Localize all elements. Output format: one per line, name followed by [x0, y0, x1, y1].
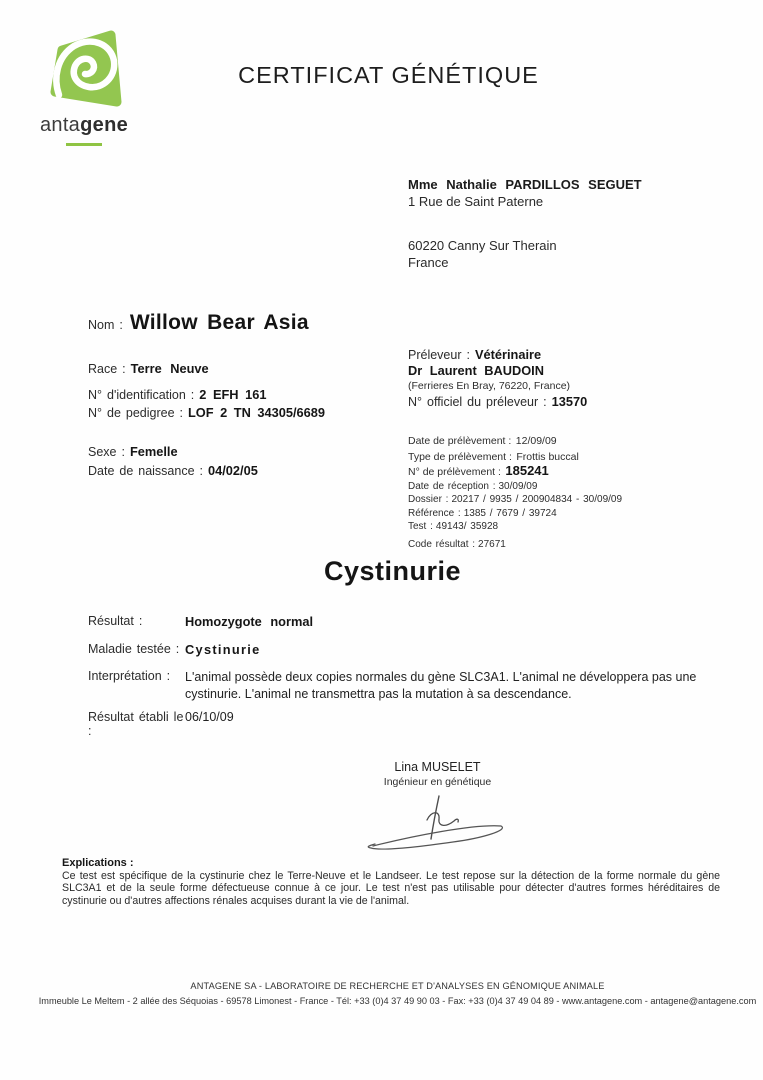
recipient-name: Mme Nathalie PARDILLOS SEGUET	[408, 177, 642, 192]
code-resultat-value: 27671	[478, 539, 506, 551]
handwritten-signature-image	[363, 794, 513, 852]
signatory-title: Ingénieur en génétique	[383, 776, 492, 788]
prelevement-type-value: Frottis buccal	[516, 450, 579, 463]
naissance-value: 04/02/05	[208, 462, 258, 478]
resultat-value: Homozygote normal	[185, 614, 314, 629]
resultat-row	[88, 614, 700, 629]
pedigree-value: LOF 2 TN 34305/6689	[187, 405, 326, 420]
dossier-value: 20217 / 9935 / 200904834 - 30/09/09	[451, 494, 623, 506]
sexe-label: Sexe :	[88, 445, 125, 459]
preleveur-label: Préleveur :	[408, 348, 470, 362]
reception-value: 30/09/09	[498, 481, 538, 492]
maladie-value: Cystinurie	[185, 642, 261, 657]
race-value: Terre Neuve	[130, 361, 209, 376]
prelevement-group	[408, 433, 579, 480]
test-value: 49143/ 35928	[435, 520, 499, 532]
sexe-group	[88, 443, 258, 480]
reference-value: 1385 / 7679 / 39724	[463, 507, 557, 519]
race-line	[88, 360, 209, 378]
explications-section	[62, 857, 720, 907]
brand-underline	[66, 143, 102, 146]
etabli-value: 06/10/09	[185, 710, 234, 724]
animal-name-value: Willow Bear Asia	[129, 311, 309, 334]
reference-label: Référence :	[408, 507, 461, 519]
identification-value: 2 EFH 161	[199, 387, 267, 402]
preleveur-group	[408, 347, 587, 410]
maladie-label: Maladie testée :	[88, 642, 180, 656]
interpretation-row	[88, 669, 700, 703]
brand-wordmark	[38, 114, 130, 137]
prelevement-numero-value: 185241	[505, 463, 549, 478]
identification-group	[88, 386, 325, 422]
footer-company-line: ANTAGENE SA - LABORATOIRE DE RECHERCHE ET D'ANALYSES EN GÉNOMIQUE ANIMALE	[190, 981, 605, 991]
interpretation-label: Interprétation :	[88, 669, 171, 683]
reception-label: Date de réception :	[408, 481, 496, 492]
prelevement-type-label: Type de prélèvement :	[408, 450, 512, 463]
pedigree-label: N° de pedigree :	[88, 406, 183, 420]
naissance-label: Date de naissance :	[88, 463, 203, 478]
recipient-country: France	[408, 254, 449, 270]
dossier-group	[408, 479, 622, 550]
etabli-row	[88, 710, 700, 738]
brand-gene: gene	[80, 114, 129, 136]
brand-anta: anta	[39, 114, 81, 136]
prelevement-date-value: 12/09/09	[515, 435, 557, 447]
test-title: Cystinurie	[323, 556, 462, 586]
animal-name-label: Nom :	[88, 318, 123, 332]
explications-text: Ce test est spécifique de la cystinurie chez le Terre-Neuve et le Landseer. Le test repose sur la détection de la forme normale du gène SLC3A1 et de la seule forme défectueuse connue à ce jour. Le test n'est pas utilisable pour détecter d'autres formes héréditaires de cystinurie ou d'autres affections rénales acquises durant la vie de l'animal.	[62, 870, 720, 907]
interpretation-text: L'animal possède deux copies normales du gène SLC3A1. L'animal ne développera pas une cystinurie. L'animal ne transmettra pas la mutation à sa descendance.	[185, 670, 697, 701]
document-title: CERTIFICAT GÉNÉTIQUE	[238, 62, 539, 88]
footer-address-line: Immeuble Le Meltem - 2 allée des Séquoias - 69578 Limonest - France - Tél: +33 (0)4 37 49 90 03 - Fax: +33 (0)4 37 49 04 89 - www.antagene.com - antagene@antagene.com	[38, 995, 757, 1006]
recipient-city: 60220 Canny Sur Therain	[408, 238, 557, 253]
recipient-street: 1 Rue de Saint Paterne	[408, 193, 544, 209]
identification-label: N° d'identification :	[88, 388, 195, 402]
explications-label: Explications :	[62, 857, 134, 869]
sexe-value: Femelle	[129, 444, 178, 459]
maladie-row	[88, 642, 700, 657]
signatory-name: Lina MUSELET	[394, 760, 481, 774]
test-label: Test :	[408, 520, 433, 532]
race-label: Race :	[88, 362, 126, 376]
preleveur-officiel-label: N° officiel du préleveur :	[408, 395, 547, 409]
signature-block	[330, 760, 545, 857]
etabli-label: Résultat établi le :	[88, 710, 184, 738]
dossier-label: Dossier :	[408, 494, 449, 506]
preleveur-type: Vétérinaire	[474, 347, 542, 362]
code-resultat-label: Code résultat :	[408, 539, 476, 551]
footer	[0, 981, 763, 1006]
recipient-address	[408, 177, 642, 271]
preleveur-name: Dr Laurent BAUDOIN	[408, 363, 544, 378]
preleveur-location: (Ferrieres En Bray, 76220, France)	[408, 380, 571, 392]
preleveur-officiel-value: 13570	[551, 394, 588, 409]
resultat-label: Résultat :	[88, 614, 143, 628]
prelevement-date-label: Date de prélèvement :	[408, 435, 512, 447]
prelevement-numero-label: N° de prélèvement :	[408, 466, 501, 478]
animal-name-line	[88, 311, 309, 335]
